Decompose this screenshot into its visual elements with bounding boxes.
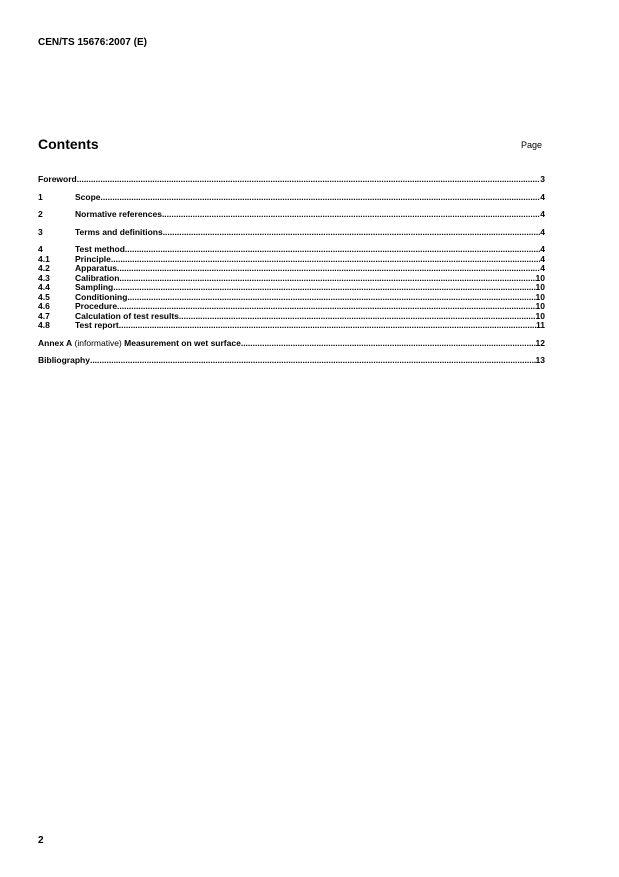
toc-entry[interactable]: [38, 312, 545, 322]
toc-entry-title: Foreword: [38, 175, 77, 184]
toc-dot-leader: [101, 193, 541, 203]
document-header-id: CEN/TS 15676:2007 (E): [38, 37, 147, 48]
toc-entry-page: 11: [536, 321, 545, 330]
toc-entry-page: 4: [540, 254, 545, 264]
toc-entry-number: 4.6: [38, 302, 50, 311]
contents-title: Contents: [38, 136, 99, 152]
toc-dot-leader: [119, 274, 535, 284]
toc-dot-leader: [113, 283, 535, 293]
toc-entry-number: 4.4: [38, 283, 50, 292]
toc-entry[interactable]: [38, 283, 545, 293]
page-column-label: Page: [521, 140, 543, 150]
toc-entry[interactable]: [38, 302, 545, 312]
toc-entry-title: Calibration: [75, 273, 120, 283]
toc-entry-number: 4.3: [38, 273, 50, 283]
toc-entry[interactable]: [38, 255, 545, 265]
toc-dot-leader: [111, 255, 540, 265]
toc-dot-leader: [77, 175, 541, 185]
toc-entry-page: 10: [535, 311, 545, 321]
toc-dot-leader: [179, 312, 536, 322]
toc-entry-page: 10: [535, 302, 545, 311]
toc-dot-leader: [162, 210, 540, 220]
toc-entry[interactable]: [38, 175, 545, 185]
toc-entry-title: Conditioning: [75, 292, 128, 302]
toc-entry[interactable]: [38, 339, 545, 349]
toc-entry-title: Normative references: [75, 210, 162, 219]
toc-entry-page: 4: [540, 227, 545, 237]
toc-entry-title: Sampling: [75, 283, 114, 292]
toc-entry-number: 4.1: [38, 254, 50, 264]
toc-entry-number: 4.8: [38, 321, 50, 330]
toc-dot-leader: [125, 245, 540, 255]
toc-entry-title: Annex A (informative) Measurement on wet surface: [38, 338, 241, 348]
table-of-contents: [38, 175, 545, 366]
toc-entry[interactable]: [38, 274, 545, 284]
toc-entry-number: 3: [38, 227, 43, 237]
toc-entry-page: 4: [540, 264, 545, 273]
toc-entry[interactable]: [38, 245, 545, 255]
toc-entry-page: 10: [535, 283, 545, 292]
toc-entry[interactable]: [38, 264, 545, 274]
toc-entry-title: Test report: [75, 321, 119, 330]
toc-entry-number: 4.5: [38, 292, 50, 302]
toc-entry[interactable]: [38, 293, 545, 303]
toc-entry-number: 2: [38, 210, 43, 219]
toc-entry-title: Scope: [75, 192, 101, 202]
toc-entry-page: 3: [540, 175, 545, 184]
toc-dot-leader: [163, 228, 541, 238]
toc-entry-title: Apparatus: [75, 264, 118, 273]
toc-entry-number: 1: [38, 192, 43, 202]
toc-dot-leader: [119, 321, 536, 331]
toc-dot-leader: [90, 356, 536, 366]
toc-entry-number: 4: [38, 245, 43, 254]
toc-entry-title: Bibliography: [38, 356, 90, 365]
toc-entry-title: Procedure: [75, 302, 118, 311]
toc-entry[interactable]: [38, 193, 545, 203]
toc-entry-title: Terms and definitions: [75, 227, 163, 237]
toc-entry-page: 10: [535, 292, 545, 302]
toc-entry-page: 13: [535, 356, 545, 365]
toc-entry[interactable]: [38, 321, 545, 331]
toc-entry-title: Calculation of test results: [75, 311, 179, 321]
toc-entry-page: 10: [535, 273, 545, 283]
toc-entry-page: 12: [535, 338, 545, 348]
toc-entry[interactable]: [38, 356, 545, 366]
toc-dot-leader: [241, 339, 536, 349]
toc-entry-number: 4.7: [38, 311, 50, 321]
page-number: 2: [38, 835, 44, 846]
toc-entry[interactable]: [38, 228, 545, 238]
toc-entry[interactable]: [38, 210, 545, 220]
toc-entry-title: Test method: [75, 245, 125, 254]
toc-dot-leader: [117, 264, 540, 274]
toc-entry-title: Principle: [75, 254, 111, 264]
toc-entry-page: 4: [540, 210, 545, 219]
toc-entry-page: 4: [540, 192, 545, 202]
toc-entry-number: 4.2: [38, 264, 50, 273]
toc-entry-page: 4: [540, 245, 545, 254]
toc-dot-leader: [117, 302, 535, 312]
toc-dot-leader: [127, 293, 535, 303]
